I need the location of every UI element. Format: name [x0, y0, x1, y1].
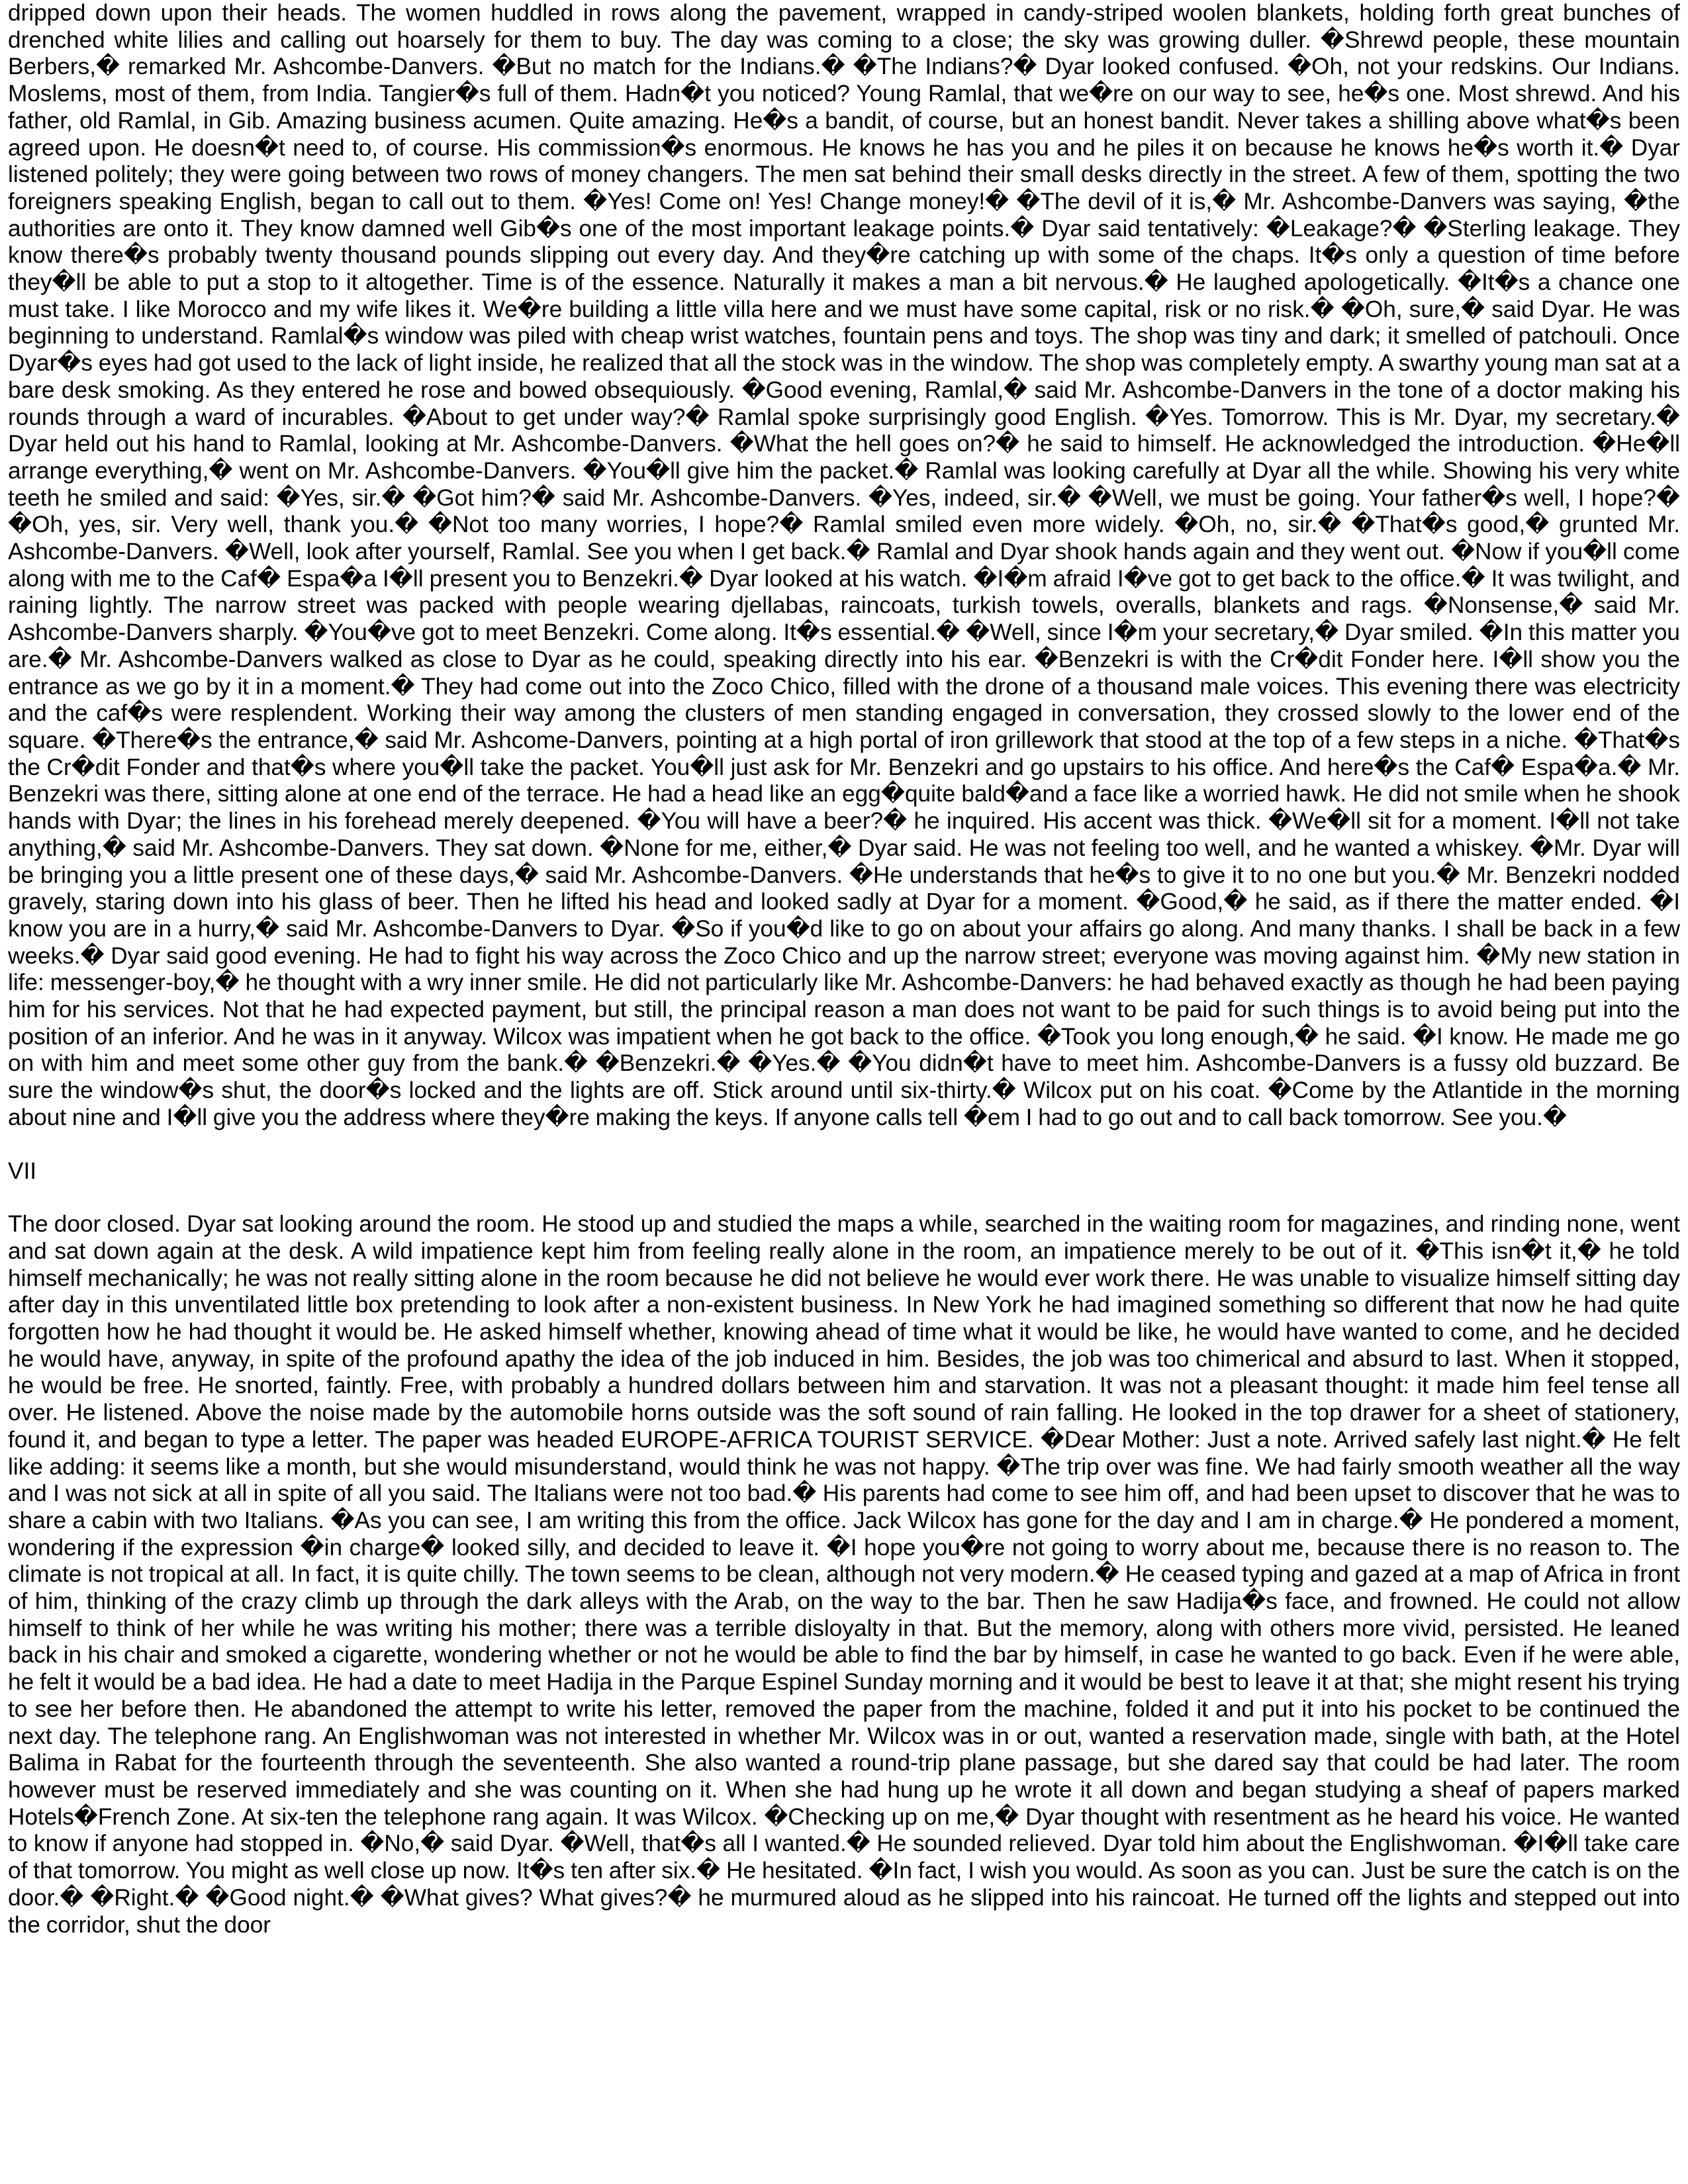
body-paragraph-2: The door closed. Dyar sat looking around the room. He stood up and studied the maps a while, searched in the waiting room for magazines, and rinding none, went and sat down again at the desk. A wild impatience kept him from feeling really alone in the room, an impatience merely to be out of it. �This isn�t it,� he told himself mechanically; he was not really sitting alone in the room because he did not believe he would ever work there. He was unable to visualize himself sitting day after day in this unventilated little box pretending to look after a non-existent business. In New York he had imagined something so different that now he had quite forgotten how he had thought it would be. He asked himself whether, knowing ahead of time what it would be like, he would have wanted to come, and he decided he would have, anyway, in spite of the profound apathy the idea of the job induced in him. Besides, the job was too chimerical and absurd to last. When it stopped, he would be free. He snorted, faintly. Free, with probably a hundred dollars between him and starvation. It was not a pleasant thought: it made him feel tense all over. He listened. Above the noise made by the automobile horns outside was the soft sound of rain falling. He looked in the top drawer for a sheet of stationery, found it, and began to type a letter. The paper was headed EUROPE-AFRICA TOURIST SERVICE. �Dear Mother: Just a note. Arrived safely last night.� He felt like adding: it seems like a month, but she would misunderstand, would think he was not happy. �The trip over was fine. We had fairly smooth weather all the way and I was not sick at all in spite of all you said. The Italians were not too bad.� His parents had come to see him off, and had been upset to discover that he was to share a cabin with two Italians. �As you can see, I am writing this from the office. Jack Wilcox has gone for the day and I am in charge.� He pondered a moment, wondering if the expression �in charge� looked silly, and decided to leave it. �I hope you�re not going to worry about me, because there is no reason to. The climate is not tropical at all. In fact, it is quite chilly. The town seems to be clean, although not very modern.� He ceased typing and gazed at a map of Africa in front of him, thinking of the crazy climb up through the dark alleys with the Arab, on the way to the bar. Then he saw Hadija�s face, and frowned. He could not allow himself to think of her while he was writing his mother; there was a terrible disloyalty in that. But the memory, along with others more vivid, persisted. He leaned back in his chair and smoked a cigarette, wondering whether or not he would be able to find the bar by himself, in case he wanted to go back. Even if he were able, he felt it would be a bad idea. He had a date to meet Hadija in the Parque Espinel Sunday morning and it would be best to leave it at that; she might resent his trying to see her before then. He abandoned the attempt to write his letter, removed the paper from the machine, folded it and put it into his pocket to be continued the next day. The telephone rang. An Englishwoman was not interested in whether Mr. Wilcox was in or out, wanted a reservation made, single with bath, at the Hotel Balima in Rabat for the fourteenth through the seventeenth. She also wanted a round-trip plane passage, but she dared say that could be had later. The room however must be reserved immediately and she was counting on it. When she had hung up he wrote it all down and began studying a sheaf of papers marked Hotels�French Zone. At six-ten the telephone rang again. It was Wilcox. �Checking up on me,� Dyar thought with resentment as he heard his voice. He wanted to know if anyone had stopped in. �No,� said Dyar. �Well, that�s all I wanted.� He sounded relieved. Dyar told him about the Englishwoman. �I�ll take care of that tomorrow. You might as well close up now. It�s ten after six.� He hesitated. �In fact, I wish you would. As soon as you can. Just be sure the catch is on the door.� �Right.� �Good night.� �What gives? What gives?� he murmured aloud as he slipped into his raincoat. He turned off the lights and stepped out into the corridor, shut the door: [8, 1211, 1680, 1938]
document-page: [8, 0, 1680, 2184]
chapter-heading: VII: [8, 1158, 37, 1184]
body-paragraph-1: dripped down upon their heads. The women huddled in rows along the pavement, wrapped in candy-striped woolen blankets, holding forth great bunches of drenched white lilies and calling out hoarsely for them to buy. The day was coming to a close; the sky was growing duller. �Shrewd people, these mountain Berbers,� remarked Mr. Ashcombe-Danvers. �But no match for the Indians.� �The Indians?� Dyar looked confused. �Oh, not your redskins. Our Indians. Moslems, most of them, from India. Tangier�s full of them. Hadn�t you noticed? Young Ramlal, that we�re on our way to see, he�s one. Most shrewd. And his father, old Ramlal, in Gib. Amazing business acumen. Quite amazing. He�s a bandit, of course, but an honest bandit. Never takes a shilling above what�s been agreed upon. He doesn�t need to, of course. His commission�s enormous. He knows he has you and he piles it on because he knows he�s worth it.� Dyar listened politely; they were going between two rows of money changers. The men sat behind their small desks directly in the street. A few of them, spotting the two foreigners speaking English, began to call out to them. �Yes! Come on! Yes! Change money!� �The devil of it is,� Mr. Ashcombe-Danvers was saying, �the authorities are onto it. They know damned well Gib�s one of the most important leakage points.� Dyar said tentatively: �Leakage?� �Sterling leakage. They know there�s probably twenty thousand pounds slipping out every day. And they�re catching up with some of the chaps. It�s only a question of time before they�ll be able to put a stop to it altogether. Time is of the essence. Naturally it makes a man a bit nervous.� He laughed apologetically. �It�s a chance one must take. I like Morocco and my wife likes it. We�re building a little villa here and we must have some capital, risk or no risk.� �Oh, sure,� said Dyar. He was beginning to understand. Ramlal�s window was piled with cheap wrist watches, fountain pens and toys. The shop was tiny and dark; it smelled of patchouli. Once Dyar�s eyes had got used to the lack of light inside, he realized that all the stock was in the window. The shop was completely empty. A swarthy young man sat at a bare desk smoking. As they entered he rose and bowed obsequiously. �Good evening, Ramlal,� said Mr. Ashcombe-Danvers in the tone of a doctor making his rounds through a ward of incurables. �About to get under way?� Ramlal spoke surprisingly good English. �Yes. Tomorrow. This is Mr. Dyar, my secretary.� Dyar held out his hand to Ramlal, looking at Mr. Ashcombe-Danvers. �What the hell goes on?� he said to himself. He acknowledged the introduction. �He�ll arrange everything,� went on Mr. Ashcombe-Danvers. �You�ll give him the packet.� Ramlal was looking carefully at Dyar all the while. Showing his very white teeth he smiled and said: �Yes, sir.� �Got him?� said Mr. Ashcombe-Danvers. �Yes, indeed, sir.� �Well, we must be going. Your father�s well, I hope?� �Oh, yes, sir. Very well, thank you.� �Not too many worries, I hope?� Ramlal smiled even more widely. �Oh, no, sir.� �That�s good,� grunted Mr. Ashcombe-Danvers. �Well, look after yourself, Ramlal. See you when I get back.� Ramlal and Dyar shook hands again and they went out. �Now if you�ll come along with me to the Caf� Espa�a I�ll present you to Benzekri.� Dyar looked at his watch. �I�m afraid I�ve got to get back to the office.� It was twilight, and raining lightly. The narrow street was packed with people wearing djellabas, raincoats, turkish towels, overalls, blankets and rags. �Nonsense,� said Mr. Ashcombe-Danvers sharply. �You�ve got to meet Benzekri. Come along. It�s essential.� �Well, since I�m your secretary,� Dyar smiled. �In this matter you are.� Mr. Ashcombe-Danvers walked as close to Dyar as he could, speaking directly into his ear. �Benzekri is with the Cr�dit Fonder here. I�ll show you the entrance as we go by it in a moment.� They had come out into the Zoco Chico, filled with the drone of a thousand male voices. This evening there was electricity and the caf�s were resplendent. Working their way among the clusters of men standing engaged in conversation, they crossed slowly to the lower end of the square. �There�s the entrance,� said Mr. Ashcome-Danvers, pointing at a high portal of iron grillework that stood at the top of a few steps in a niche. �That�s the Cr�dit Fonder and that�s where you�ll take the packet. You�ll just ask for Mr. Benzekri and go upstairs to his office. And here�s the Caf� Espa�a.� Mr. Benzekri was there, sitting alone at one end of the terrace. He had a head like an egg�quite bald�and a face like a worried hawk. He did not smile when he shook hands with Dyar; the lines in his forehead merely deepened. �You will have a beer?� he inquired. His accent was thick. �We�ll sit for a moment. I�ll not take anything,� said Mr. Ashcombe-Danvers. They sat down. �None for me, either,� Dyar said. He was not feeling too well, and he wanted a whiskey. �Mr. Dyar will be bringing you a little present one of these days,� said Mr. Ashcombe-Danvers. �He understands that he�s to give it to no one but you.� Mr. Benzekri nodded gravely, staring down into his glass of beer. Then he lifted his head and looked sadly at Dyar for a moment. �Good,� he said, as if there the matter ended. �I know you are in a hurry,� said Mr. Ashcombe-Danvers to Dyar. �So if you�d like to go on about your affairs go along. And many thanks. I shall be back in a few weeks.� Dyar said good evening. He had to fight his way across the Zoco Chico and up the narrow street; everyone was moving against him. �My new station in life: messenger-boy,� he thought with a wry inner smile. He did not particularly like Mr. Ashcombe-Danvers: he had behaved exactly as though he had been paying him for his services. Not that he had expected payment, but still, the principal reason a man does not want to be paid for such things is to avoid being put into the position of an inferior. And he was in it anyway. Wilcox was impatient when he got back to the office. �Took you long enough,� he said. �I know. He made me go on with him and meet some other guy from the bank.� �Benzekri.� �Yes.� �You didn�t have to meet him. Ashcombe-Danvers is a fussy old buzzard. Be sure the window�s shut, the door�s locked and the lights are off. Stick around until six-thirty.� Wilcox put on his coat. �Come by the Atlantide in the morning about nine and I�ll give you the address where they�re making the keys. If anyone calls tell �em I had to go out and to call back tomorrow. See you.�: [8, 0, 1680, 1130]
